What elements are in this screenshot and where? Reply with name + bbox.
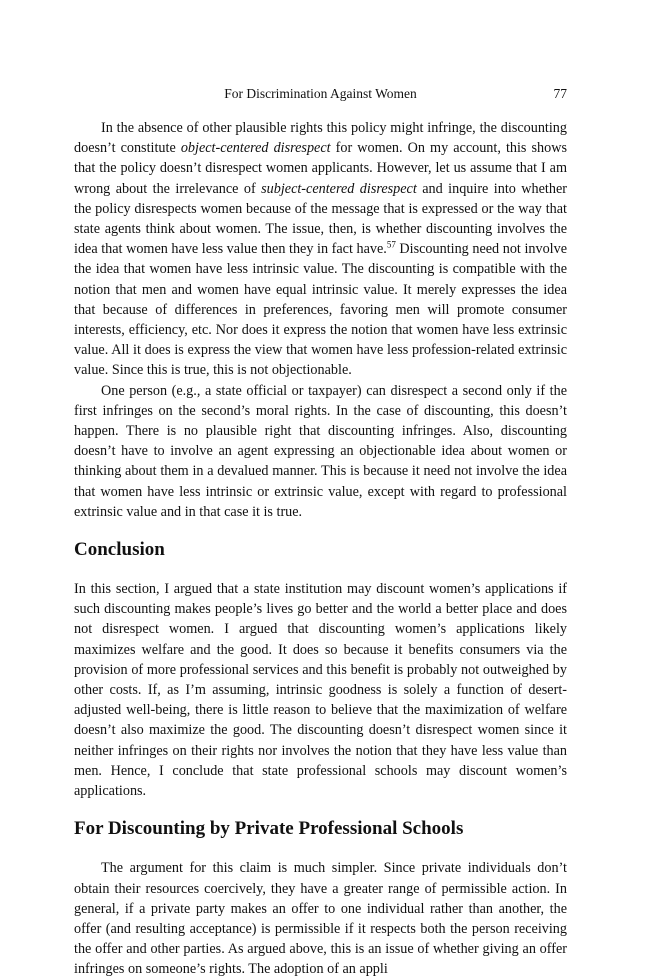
para1-text-a: In the absence of other plausible rights this policy might infringe, the discounting doesn’t constitute xyxy=(74,120,567,157)
section-heading-conclusion: Conclusion xyxy=(74,539,165,561)
section-heading-private-schools: For Discounting by Private Professional Schools xyxy=(74,818,464,840)
para1-text-d: Discounting need not involve the idea that women have less intrinsic value. The discounting is compatible with the notion that men and women have equal intrinsic value. It merely expresses the idea that because of differences in preferences, favoring men will promote consumer interests, efficiency, etc. Nor does it express the notion that women have less extrinsic value. All it does is express the view that women have less profession-related extrinsic value. Since this is true, this is not objectionable. xyxy=(74,241,568,379)
para1-emphasis-b: subject-centered disrespect xyxy=(261,180,417,197)
para1-text-b: for women. On my account, this shows that the policy doesn’t disrespect women applicants. However, let us assume that I am wrong about the irrelevance of xyxy=(74,140,567,197)
footnote-marker: 57 xyxy=(386,239,396,250)
page-number: 77 xyxy=(553,86,567,101)
running-head-title: For Discrimination Against Women xyxy=(224,86,417,101)
body-paragraph-2: One person (e.g., a state official or taxpayer) can disrespect a second only if the first infringes on the second’s moral rights. In the case of discounting, this doesn’t happen. There is no plausible right that discounting infringes. Also, discounting doesn’t have to involve an agent expressing an objectionable idea about women or thinking about them in a devalued manner. This is because it need not involve the idea that women have less intrinsic or extrinsic value, except with regard to professional extrinsic value and in that case it is true. xyxy=(74,382,567,520)
para1-emphasis-a: object-centered disrespect xyxy=(180,140,331,157)
book-page xyxy=(74,86,567,980)
para1-text-c: and inquire into whether the policy disrespects women because of the message that is expressed or the way that state agents think about women. The issue, then, is whether discounting involves the idea that women have less value then they in fact have. xyxy=(74,180,567,258)
body-paragraph-1 xyxy=(74,118,567,381)
private-schools-paragraph: The argument for this claim is much simpler. Since private individuals don’t obtain their resources coercively, they have a greater range of permissible action. In general, if a private party makes an offer to one individual rather than another, the offer (and resulting acceptance) is permissible if it respects both the person receiving the offer and other parties. As argued above, this is an issue of whether giving an offer infringes on someone’s rights. The adoption of an appli xyxy=(74,860,567,978)
conclusion-paragraph: In this section, I argued that a state institution may discount women’s applications if such discounting makes people’s lives go better and the world a better place and does not disrespect women. I argued that discounting women’s applications likely maximizes welfare and the good. It does so because it benefits consumers via the provision of more professional services and this benefit is probably not outweighed by other costs. If, as I’m assuming, intrinsic goodness is solely a function of desert-adjusted well-being, there is little reason to believe that the maximization of welfare doesn’t also maximize the good. The discounting doesn’t disrespect women since it neither infringes on their rights nor involves the notion that they have less value than men. Hence, I conclude that state professional schools may discount women’s applications. xyxy=(74,581,567,800)
running-head xyxy=(74,86,567,106)
